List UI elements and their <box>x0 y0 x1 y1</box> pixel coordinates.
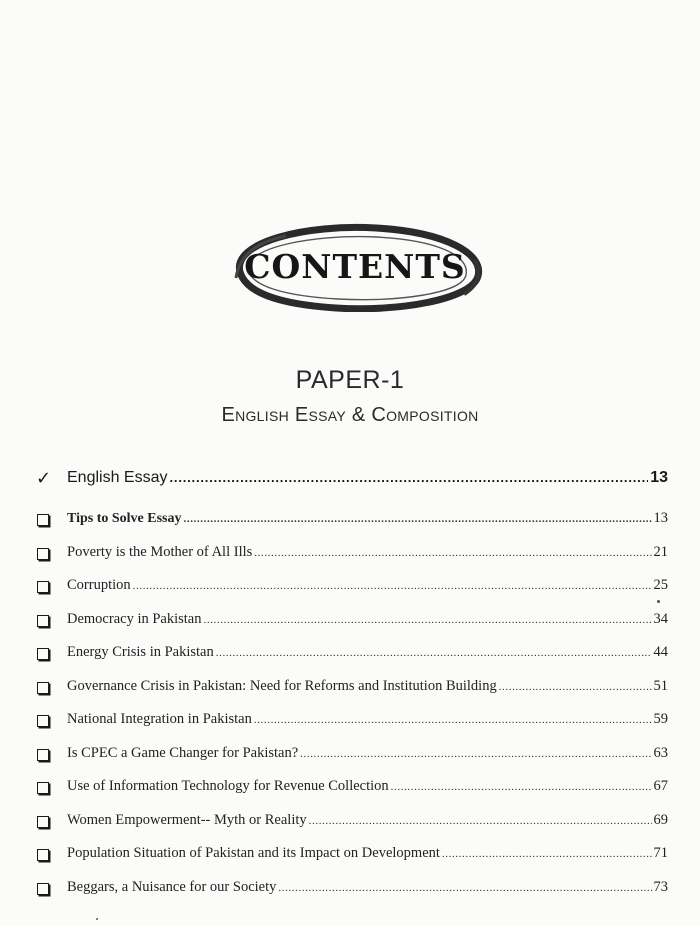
checkbox-bullet-icon <box>37 648 49 660</box>
toc-item-page: 59 <box>653 711 668 727</box>
dot-leader <box>309 815 652 827</box>
dot-leader <box>133 580 652 592</box>
toc-item[interactable] <box>0 504 700 538</box>
checkbox-bullet-icon <box>37 514 49 526</box>
toc-item-page: 13 <box>653 510 668 526</box>
toc-item[interactable] <box>0 739 700 773</box>
dot-leader <box>300 748 651 760</box>
toc-item-title: Is CPEC a Game Changer for Pakistan? <box>67 744 299 761</box>
dot-leader <box>278 882 651 894</box>
checkbox-bullet-icon <box>37 615 49 627</box>
checkbox-bullet-icon <box>37 682 49 694</box>
paper-title: PAPER-1 <box>295 366 405 394</box>
dot-leader <box>184 513 652 525</box>
print-speck <box>96 918 98 920</box>
toc-item[interactable] <box>0 638 700 672</box>
checkbox-bullet-icon <box>37 548 49 560</box>
toc-item[interactable] <box>0 839 700 873</box>
toc-item-page: 21 <box>653 543 668 560</box>
toc-item[interactable] <box>0 538 700 572</box>
checkbox-bullet-icon <box>37 883 49 895</box>
toc-item-page: 67 <box>653 778 668 794</box>
toc-item-title: Corruption <box>67 577 131 593</box>
toc-item[interactable] <box>0 672 700 706</box>
toc-item-title: Use of Information Technology for Revenue Collection <box>67 778 389 794</box>
checkbox-bullet-icon <box>37 816 49 828</box>
checkbox-bullet-icon <box>37 749 49 761</box>
checkbox-bullet-icon <box>37 782 49 794</box>
toc-item-page: 63 <box>653 744 668 761</box>
dot-leader <box>254 714 652 726</box>
toc-item[interactable] <box>0 873 700 907</box>
dot-leader <box>204 614 652 626</box>
badge-title: CONTENTS <box>244 246 466 286</box>
checkbox-bullet-icon <box>37 581 49 593</box>
dot-leader <box>391 781 652 793</box>
toc-item-page: 71 <box>653 845 668 861</box>
print-speck <box>657 600 660 603</box>
toc-item-title: Poverty is the Mother of All Ills <box>67 543 253 560</box>
dot-leader <box>499 681 652 693</box>
toc-item[interactable] <box>0 705 700 739</box>
toc-item[interactable] <box>0 806 700 840</box>
dot-leader <box>170 470 649 485</box>
toc-item-title: Governance Crisis in Pakistan: Need for Reforms and Institution Building <box>67 677 497 694</box>
toc-item-page: 25 <box>653 577 668 593</box>
toc-item[interactable] <box>0 605 700 639</box>
toc-section-title: English Essay <box>67 469 168 486</box>
dot-leader <box>442 848 652 860</box>
toc-item-title: Population Situation of Pakistan and its Impact on Development <box>67 845 440 861</box>
paper-subtitle: English Essay & Composition <box>221 404 479 426</box>
toc-item-page: 73 <box>653 878 668 895</box>
toc-item-title: Tips to Solve Essay <box>67 511 182 526</box>
dot-leader <box>254 547 651 559</box>
toc-item-title: Beggars, a Nuisance for our Society <box>67 878 277 895</box>
dot-leader <box>216 647 652 659</box>
checkmark-icon: ✓ <box>36 468 52 489</box>
toc-item[interactable] <box>0 571 700 605</box>
toc-item-title: Energy Crisis in Pakistan <box>67 644 214 660</box>
toc-item-title: Women Empowerment-- Myth or Reality <box>67 811 307 828</box>
toc-item-page: 34 <box>653 610 668 627</box>
table-of-contents <box>0 464 700 906</box>
toc-item-page: 51 <box>653 677 668 694</box>
toc-item-title: Democracy in Pakistan <box>67 610 202 627</box>
toc-item-title: National Integration in Pakistan <box>67 711 252 727</box>
checkbox-bullet-icon <box>37 715 49 727</box>
toc-item[interactable] <box>0 772 700 806</box>
toc-item-page: 44 <box>653 644 668 660</box>
toc-section-english-essay[interactable] <box>0 464 700 504</box>
checkbox-bullet-icon <box>37 849 49 861</box>
contents-badge <box>226 220 484 312</box>
toc-item-page: 69 <box>653 811 668 828</box>
toc-section-page: 13 <box>650 469 668 486</box>
